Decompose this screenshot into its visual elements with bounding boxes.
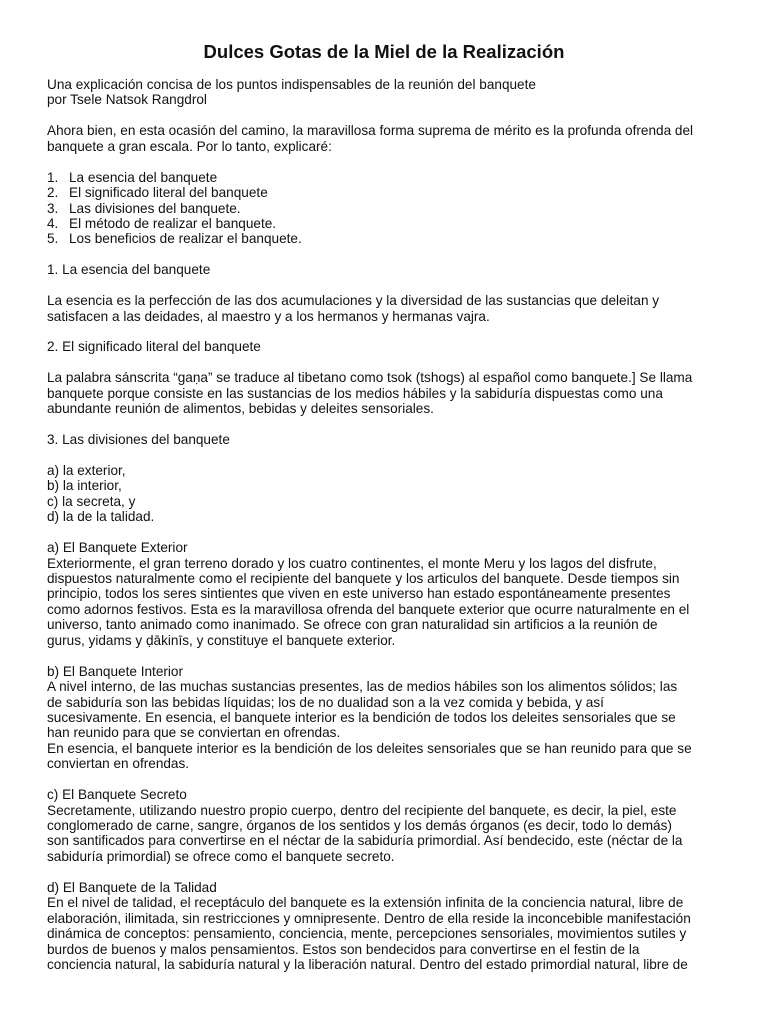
divisions-list: [47, 463, 737, 525]
list-item: [47, 216, 737, 231]
toc-list: [47, 170, 737, 247]
text-line: conglomerado de carne, sangre, órganos de los sentidos y los demás órganos (es decir, todo lo demás): [47, 818, 672, 833]
subsection-paragraph: [47, 556, 737, 649]
section-heading: 3. Las divisiones del banquete: [47, 432, 230, 448]
text-line: dispuestos naturalmente como el recipiente del banquete y los articulos del banquete. Desde tiempos sin: [47, 571, 680, 586]
text-line: conciencia natural, la sabiduría natural y la liberación natural. Dentro del estado primordial natural, libre de: [47, 956, 688, 972]
subsection-heading: c) El Banquete Secreto: [47, 787, 187, 803]
subsection-paragraph: [47, 803, 737, 865]
list-item-text: El significado literal del banquete: [69, 185, 268, 201]
section-paragraph: [47, 370, 737, 416]
text-line: Ahora bien, en esta ocasión del camino, la maravillosa forma suprema de mérito es la profunda ofrenda del: [47, 123, 694, 139]
text-line: sabiduría primordial) se ofrece como el banquete secreto.: [47, 848, 395, 864]
list-item: a) la exterior,: [47, 462, 126, 478]
list-item: [47, 201, 737, 216]
text-line: Secretamente, utilizando nuestro propio cuerpo, dentro del recipiente del banquete, es decir, la piel, este: [47, 802, 677, 818]
text-line: abundante reunión de alimentos, bebidas y deleites sensoriales.: [47, 401, 434, 417]
subsection-heading: d) El Banquete de la Talidad: [47, 879, 217, 895]
subtitle-line: Una explicación concisa de los puntos indispensables de la reunión del banquete: [47, 77, 536, 92]
text-line: elaboración, ilimitada, sin restricciones y omnipresente. Dentro de ella reside la inconcebible manifestación: [47, 910, 691, 926]
text-line: han reunido para que se conviertan en ofrendas.: [47, 725, 341, 741]
document-title: Dulces Gotas de la Miel de la Realización: [203, 41, 565, 62]
text-line: como adornos festivos. Esta es la maravillosa ofrenda del banquete exterior que ocurre naturalmente en el: [47, 601, 690, 617]
section-paragraph: [47, 293, 737, 324]
author-line: por Tsele Natsok Rangdrol: [47, 92, 207, 108]
list-item-text: Los beneficios de realizar el banquete.: [69, 231, 302, 247]
document-body: [47, 77, 737, 972]
text-line: La esencia es la perfección de las dos acumulaciones y la diversidad de las sustancias que deleitan y: [47, 293, 660, 309]
list-item: [47, 231, 737, 246]
text-line: La palabra sánscrita “gaṇa” se traduce al tibetano como tsok (tshogs) al español como banquete.] Se llama: [47, 370, 693, 386]
subsection-heading: b) El Banquete Interior: [47, 663, 184, 679]
text-line: de sabiduría son las bebidas líquidas; los de no dualidad son a la vez comida y bebida, y así: [47, 694, 604, 710]
list-item: [47, 185, 737, 200]
list-item-text: Las divisiones del banquete.: [69, 200, 241, 216]
text-line: universo, tanto animado como inanimado. Se ofrece con gran naturalidad sin artificios a la reunión de: [47, 617, 658, 633]
text-line: conviertan en ofrendas.: [47, 756, 190, 772]
text-line: satisfacen a las deidades, al maestro y a los hermanos y hermanas vajra.: [47, 308, 490, 324]
list-item-text: El método de realizar el banquete.: [69, 215, 277, 231]
section-heading: 2. El significado literal del banquete: [47, 339, 261, 355]
text-line: Exteriormente, el gran terreno dorado y los cuatro continentes, el monte Meru y los lagos del disfrute,: [47, 555, 657, 571]
list-number: 1.: [47, 169, 59, 185]
list-number: 4.: [47, 215, 59, 231]
text-line: banquete a gran escala. Por lo tanto, explicaré:: [47, 138, 332, 154]
list-item-text: La esencia del banquete: [69, 169, 218, 185]
subsection-paragraph: [47, 679, 737, 772]
text-line: gurus, yidams y ḍākinīs, y constituye el banquete exterior.: [47, 632, 396, 648]
list-number: 3.: [47, 200, 59, 216]
text-line: A nivel interno, de las muchas sustancias presentes, las de medios hábiles son los alimentos sólidos; las: [47, 679, 678, 695]
list-number: 2.: [47, 185, 59, 201]
list-item: b) la interior,: [47, 478, 122, 494]
text-line: burdos de buenos y malos pensamientos. Estos son bendecidos para convertirse en el festin de la: [47, 941, 640, 957]
text-line: principio, todos los seres sintientes que viven en este universo han estado espontáneamente presentes: [47, 586, 671, 602]
text-line: sucesivamente. En esencia, el banquete interior es la bendición de todos los deleites sensoriales que se: [47, 709, 676, 725]
list-item: d) la de la talidad.: [47, 509, 155, 525]
list-number: 5.: [47, 231, 59, 247]
text-line: dinámica de conceptos: pensamiento, conciencia, mente, percepciones sensoriales, movimientos sutiles y: [47, 926, 687, 942]
text-line: banquete porque consiste en las sustancias de los medios hábiles y la sabiduría dispuestas como una: [47, 385, 663, 401]
text-line: En el nivel de talidad, el receptáculo del banquete es la extensión infinita de la conciencia natural, libre de: [47, 895, 684, 911]
subsection-paragraph: [47, 895, 737, 972]
subsection-heading: a) El Banquete Exterior: [47, 540, 188, 556]
list-item: c) la secreta, y: [47, 493, 136, 509]
section-heading: 1. La esencia del banquete: [47, 262, 211, 278]
intro-paragraph: [47, 123, 737, 154]
text-line: En esencia, el banquete interior es la bendición de los deleites sensoriales que se han reunido para que se: [47, 740, 692, 756]
list-item: [47, 170, 737, 185]
text-line: son santificados para convertirse en el néctar de la sabiduría primordial. Así bendecido, este (néctar de la: [47, 833, 683, 849]
